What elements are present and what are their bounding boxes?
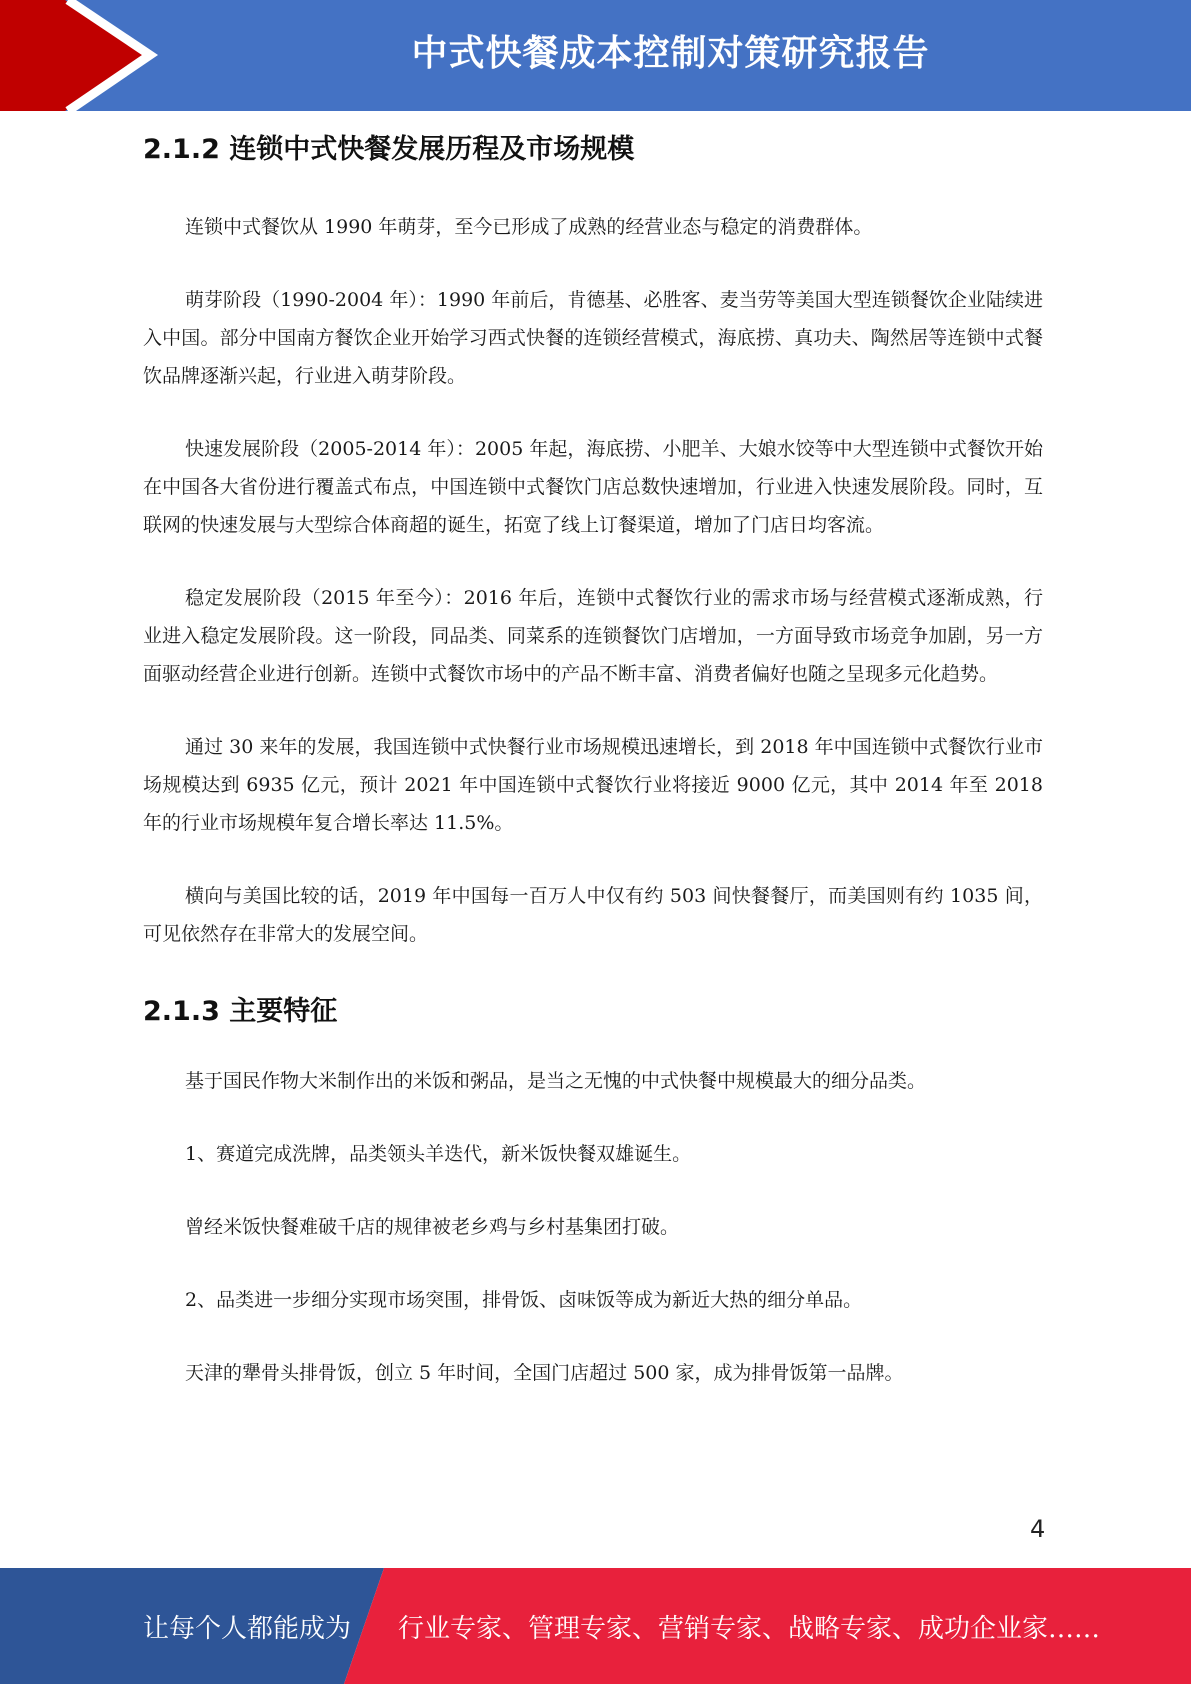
paragraph: 稳定发展阶段（2015 年至今）：2016 年后，连锁中式餐饮行业的需求市场与经营模式逐渐成熟，行业进入稳定发展阶段。这一阶段，同品类、同菜系的连锁餐饮门店增加，一方面导致市场竞争加剧，另一方面驱动经营企业进行创新。连锁中式餐饮市场中的产品不断丰富、消费者偏好也随之呈现多元化趋势。 [143,587,1043,685]
paragraph: 基于国民作物大米制作出的米饭和粥品，是当之无愧的中式快餐中规模最大的细分品类。 [185,1070,927,1092]
report-title: 中式快餐成本控制对策研究报告 [411,33,930,74]
paragraph: 快速发展阶段（2005-2014 年）：2005 年起，海底捞、小肥羊、大娘水饺等中大型连锁中式餐饮开始在中国各大省份进行覆盖式布点，中国连锁中式餐饮门店总数快速增加，行业进入快速发展阶段。同时，互联网的快速发展与大型综合体商超的诞生，拓宽了线上订餐渠道，增加了门店日均客流。 [143,438,1043,536]
paragraph: 横向与美国比较的话，2019 年中国每一百万人中仅有约 503 间快餐餐厅，而美国则有约 1035 间，可见依然存在非常大的发展空间。 [143,885,1043,945]
paragraph: 曾经米饭快餐难破千店的规律被老乡鸡与乡村基集团打破。 [185,1216,680,1238]
paragraph: 1、赛道完成洗牌，品类领头羊迭代，新米饭快餐双雄诞生。 [185,1143,692,1165]
page-header [0,0,1191,111]
paragraph: 连锁中式餐饮从 1990 年萌芽，至今已形成了成熟的经营业态与稳定的消费群体。 [185,216,873,238]
paragraph: 通过 30 来年的发展，我国连锁中式快餐行业市场规模迅速增长，到 2018 年中国连锁中式餐饮行业市场规模达到 6935 亿元，预计 2021 年中国连锁中式餐饮行业将接近 9000 亿元，其中 2014 年至 2018 年的行业市场规模年复合增长率达 11.5%。 [143,736,1043,834]
section-heading-development: 2.1.2 连锁中式快餐发展历程及市场规模 [143,134,635,165]
page-number: 4 [1030,1515,1046,1543]
paragraph: 天津的犟骨头排骨饭，创立 5 年时间，全国门店超过 500 家，成为排骨饭第一品牌。 [185,1362,904,1384]
paragraph: 萌芽阶段（1990-2004 年）：1990 年前后，肯德基、必胜客、麦当劳等美国大型连锁餐饮企业陆续进入中国。部分中国南方餐饮企业开始学习西式快餐的连锁经营模式，海底捞、真功夫、陶然居等连锁中式餐饮品牌逐渐兴起，行业进入萌芽阶段。 [143,289,1043,387]
footer-slogan-right: 行业专家、管理专家、营销专家、战略专家、成功企业家…… [398,1614,1101,1644]
footer-slogan-left: 让每个人都能成为 [143,1614,352,1644]
section-heading-features: 2.1.3 主要特征 [143,996,338,1027]
page-footer [0,1568,1191,1684]
page-content [143,126,1043,1427]
header-chevron-decoration [0,0,160,111]
paragraph: 2、品类进一步细分实现市场突围，排骨饭、卤味饭等成为新近大热的细分单品。 [185,1289,863,1311]
